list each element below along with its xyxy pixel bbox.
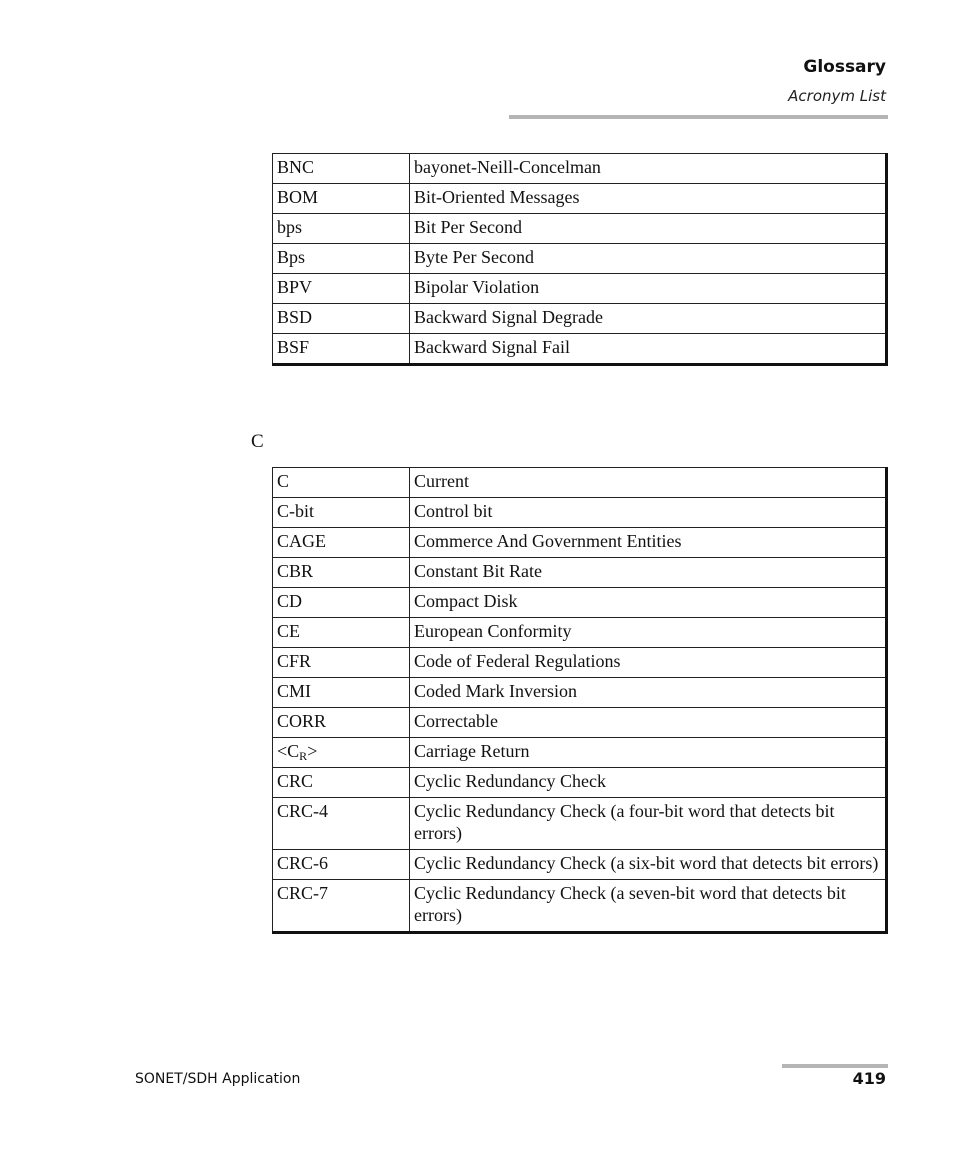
definition-cell: Cyclic Redundancy Check (a six-bit word that detects bit errors) xyxy=(410,850,887,880)
table-row xyxy=(273,678,887,708)
acronym-cell: CD xyxy=(273,588,410,618)
definition-cell: Bipolar Violation xyxy=(410,274,887,304)
table-row xyxy=(273,558,887,588)
cr-subscript: R xyxy=(299,749,308,763)
acronym-cell: BNC xyxy=(273,154,410,184)
definition-cell: European Conformity xyxy=(410,618,887,648)
cr-open: <C xyxy=(277,741,300,761)
table-row xyxy=(273,498,887,528)
acronym-cell: BSD xyxy=(273,304,410,334)
definition-cell: Coded Mark Inversion xyxy=(410,678,887,708)
table-row xyxy=(273,648,887,678)
table-row xyxy=(273,468,887,498)
definition-cell: Current xyxy=(410,468,887,498)
table-row xyxy=(273,184,887,214)
acronym-cell: BPV xyxy=(273,274,410,304)
acronym-cell: BOM xyxy=(273,184,410,214)
acronym-cell: bps xyxy=(273,214,410,244)
definition-cell: bayonet-Neill-Concelman xyxy=(410,154,887,184)
definition-cell: Cyclic Redundancy Check (a four-bit word that detects bit errors) xyxy=(410,798,887,850)
definition-cell: Commerce And Government Entities xyxy=(410,528,887,558)
definition-cell: Constant Bit Rate xyxy=(410,558,887,588)
acronym-cell: CRC xyxy=(273,768,410,798)
acronym-cell: CE xyxy=(273,618,410,648)
acronym-cell: CBR xyxy=(273,558,410,588)
acronym-cell: CRC-6 xyxy=(273,850,410,880)
definition-cell: Control bit xyxy=(410,498,887,528)
table-row xyxy=(273,214,887,244)
definition-cell: Backward Signal Degrade xyxy=(410,304,887,334)
table-row xyxy=(273,850,887,880)
acronym-cell: CMI xyxy=(273,678,410,708)
definition-cell: Correctable xyxy=(410,708,887,738)
section-heading-c: C xyxy=(251,431,264,452)
definition-cell: Carriage Return xyxy=(410,738,887,768)
acronym-cell: C-bit xyxy=(273,498,410,528)
header-rule xyxy=(509,115,888,119)
table-row xyxy=(273,244,887,274)
table-row xyxy=(273,334,887,365)
table-row xyxy=(273,798,887,850)
acronym-cell: CFR xyxy=(273,648,410,678)
table-row xyxy=(273,880,887,933)
table-row xyxy=(273,588,887,618)
table-row xyxy=(273,738,887,768)
table-row xyxy=(273,618,887,648)
acronym-table-b xyxy=(272,153,888,366)
page-number: 419 xyxy=(852,1069,886,1088)
definition-cell: Cyclic Redundancy Check (a seven-bit word that detects bit errors) xyxy=(410,880,887,933)
acronym-cell: CORR xyxy=(273,708,410,738)
definition-cell: Backward Signal Fail xyxy=(410,334,887,365)
table-row xyxy=(273,274,887,304)
table-row xyxy=(273,708,887,738)
running-header-subtitle: Acronym List xyxy=(788,87,886,105)
footer-document-name: SONET/SDH Application xyxy=(135,1071,301,1087)
acronym-cell: CRC-7 xyxy=(273,880,410,933)
table-row xyxy=(273,528,887,558)
running-header-title: Glossary xyxy=(803,57,886,77)
table-row xyxy=(273,768,887,798)
table-row xyxy=(273,154,887,184)
acronym-cell: CRC-4 xyxy=(273,798,410,850)
acronym-cell: Bps xyxy=(273,244,410,274)
cr-close: > xyxy=(307,741,318,761)
definition-cell: Byte Per Second xyxy=(410,244,887,274)
definition-cell: Code of Federal Regulations xyxy=(410,648,887,678)
definition-cell: Cyclic Redundancy Check xyxy=(410,768,887,798)
acronym-table-c xyxy=(272,467,888,934)
footer-rule xyxy=(782,1064,888,1068)
acronym-cell: C xyxy=(273,468,410,498)
definition-cell: Bit-Oriented Messages xyxy=(410,184,887,214)
definition-cell: Compact Disk xyxy=(410,588,887,618)
definition-cell: Bit Per Second xyxy=(410,214,887,244)
acronym-cell-carriage-return xyxy=(273,738,410,768)
table-row xyxy=(273,304,887,334)
acronym-cell: CAGE xyxy=(273,528,410,558)
acronym-cell: BSF xyxy=(273,334,410,365)
